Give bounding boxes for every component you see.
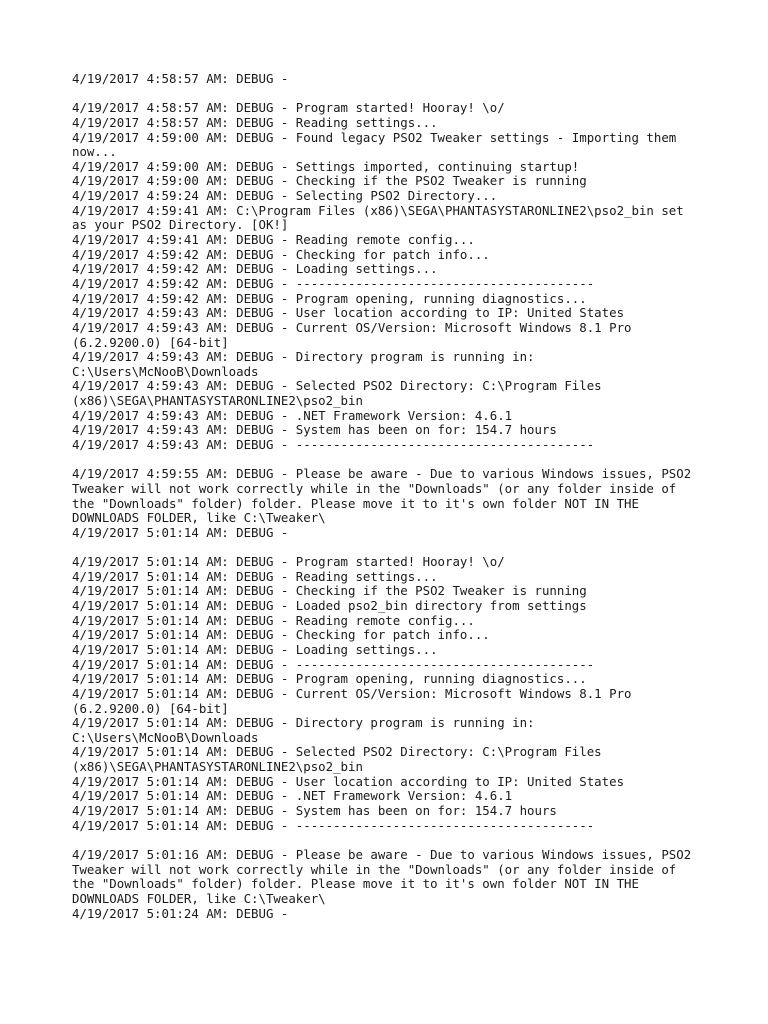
blank-line [72, 541, 712, 556]
log-line: 4/19/2017 5:01:14 AM: DEBUG - Directory program is running in: [72, 715, 535, 731]
log-line: 4/19/2017 4:59:24 AM: DEBUG - Selecting PSO2 Directory... [72, 188, 498, 204]
log-line: 4/19/2017 5:01:14 AM: DEBUG - System has been on for: 154.7 hours [72, 803, 557, 819]
log-line: 4/19/2017 5:01:16 AM: DEBUG - Please be aware - Due to various Windows issues, PSO2 [72, 846, 692, 862]
log-line: 4/19/2017 4:58:57 AM: DEBUG - Program started! Hooray! \o/ [72, 100, 505, 116]
log-line: 4/19/2017 5:01:14 AM: DEBUG - Program opening, running diagnostics... [72, 671, 587, 687]
log-line: 4/19/2017 5:01:14 AM: DEBUG - Program started! Hooray! \o/ [72, 554, 505, 570]
blank-line [72, 833, 712, 848]
log-line: 4/19/2017 4:59:43 AM: DEBUG - Selected PSO2 Directory: C:\Program Files [72, 378, 602, 394]
log-line: 4/19/2017 5:01:14 AM: DEBUG - Loading settings... [72, 641, 438, 657]
log-line: 4/19/2017 5:01:14 AM: DEBUG - ---------------------------------------- [72, 656, 595, 672]
log-line: 4/19/2017 5:01:14 AM: DEBUG - Reading remote config... [72, 612, 475, 628]
log-line: 4/19/2017 5:01:14 AM: DEBUG - [72, 524, 289, 540]
log-line: 4/19/2017 4:58:57 AM: DEBUG - [72, 71, 289, 86]
log-line: 4/19/2017 5:01:14 AM: DEBUG - Current OS/Version: Microsoft Windows 8.1 Pro [72, 685, 632, 701]
log-line: (6.2.9200.0) [64-bit] [72, 700, 229, 716]
log-line: 4/19/2017 5:01:14 AM: DEBUG - Selected PSO2 Directory: C:\Program Files [72, 744, 602, 760]
log-line: now... [72, 144, 117, 160]
log-line: 4/19/2017 5:01:14 AM: DEBUG - Checking for patch info... [72, 627, 490, 643]
log-line: 4/19/2017 4:59:43 AM: DEBUG - Directory program is running in: [72, 349, 535, 365]
log-line: as your PSO2 Directory. [OK!] [72, 217, 289, 233]
log-line: 4/19/2017 5:01:14 AM: DEBUG - ---------------------------------------- [72, 817, 595, 833]
log-line: the "Downloads" folder) folder. Please move it to it's own folder NOT IN THE [72, 876, 639, 892]
log-line: 4/19/2017 4:59:43 AM: DEBUG - User location according to IP: United States [72, 305, 625, 321]
log-line: Tweaker will not work correctly while in the "Downloads" (or any folder inside of [72, 861, 677, 877]
log-line: 4/19/2017 5:01:14 AM: DEBUG - User location according to IP: United States [72, 773, 625, 789]
log-line: 4/19/2017 4:59:43 AM: DEBUG - System has been on for: 154.7 hours [72, 422, 557, 438]
log-line: 4/19/2017 4:59:42 AM: DEBUG - Loading settings... [72, 261, 438, 277]
log-line: 4/19/2017 4:59:55 AM: DEBUG - Please be aware - Due to various Windows issues, PSO2 [72, 466, 692, 482]
blank-line [72, 87, 712, 102]
log-line: 4/19/2017 4:59:43 AM: DEBUG - ---------------------------------------- [72, 437, 595, 453]
log-line: 4/19/2017 5:01:14 AM: DEBUG - Checking if the PSO2 Tweaker is running [72, 583, 587, 599]
log-line: 4/19/2017 4:59:00 AM: DEBUG - Checking if the PSO2 Tweaker is running [72, 173, 587, 189]
blank-line [72, 453, 712, 468]
log-line: DOWNLOADS FOLDER, like C:\Tweaker\ [72, 510, 326, 526]
log-line: 4/19/2017 5:01:14 AM: DEBUG - Reading settings... [72, 568, 438, 584]
log-line: C:\Users\McNooB\Downloads [72, 729, 259, 745]
log-line: the "Downloads" folder) folder. Please move it to it's own folder NOT IN THE [72, 495, 639, 511]
log-line: 4/19/2017 5:01:14 AM: DEBUG - .NET Framework Version: 4.6.1 [72, 788, 513, 804]
log-line: 4/19/2017 4:59:42 AM: DEBUG - Program opening, running diagnostics... [72, 290, 587, 306]
log-line: 4/19/2017 5:01:24 AM: DEBUG - [72, 905, 289, 921]
log-line: (x86)\SEGA\PHANTASYSTARONLINE2\pso2_bin [72, 393, 363, 409]
log-line: Tweaker will not work correctly while in the "Downloads" (or any folder inside of [72, 480, 677, 496]
log-line: 4/19/2017 4:59:00 AM: DEBUG - Found legacy PSO2 Tweaker settings - Importing them [72, 129, 677, 145]
log-line: 4/19/2017 5:01:14 AM: DEBUG - Loaded pso2_bin directory from settings [72, 598, 587, 614]
log-line: 4/19/2017 4:59:00 AM: DEBUG - Settings imported, continuing startup! [72, 158, 580, 174]
log-text [72, 72, 712, 921]
log-line: (6.2.9200.0) [64-bit] [72, 334, 229, 350]
log-line: DOWNLOADS FOLDER, like C:\Tweaker\ [72, 890, 326, 906]
log-line: 4/19/2017 4:58:57 AM: DEBUG - Reading settings... [72, 114, 438, 130]
log-line: (x86)\SEGA\PHANTASYSTARONLINE2\pso2_bin [72, 759, 363, 775]
log-line: 4/19/2017 4:59:42 AM: DEBUG - ---------------------------------------- [72, 275, 595, 291]
log-line: 4/19/2017 4:59:42 AM: DEBUG - Checking for patch info... [72, 246, 490, 262]
log-line: 4/19/2017 4:59:41 AM: DEBUG - Reading remote config... [72, 232, 475, 248]
log-line: C:\Users\McNooB\Downloads [72, 363, 259, 379]
log-line: 4/19/2017 4:59:43 AM: DEBUG - .NET Framework Version: 4.6.1 [72, 407, 513, 423]
log-line: 4/19/2017 4:59:43 AM: DEBUG - Current OS/Version: Microsoft Windows 8.1 Pro [72, 319, 632, 335]
log-line: 4/19/2017 4:59:41 AM: C:\Program Files (x86)\SEGA\PHANTASYSTARONLINE2\pso2_bin set [72, 202, 684, 218]
